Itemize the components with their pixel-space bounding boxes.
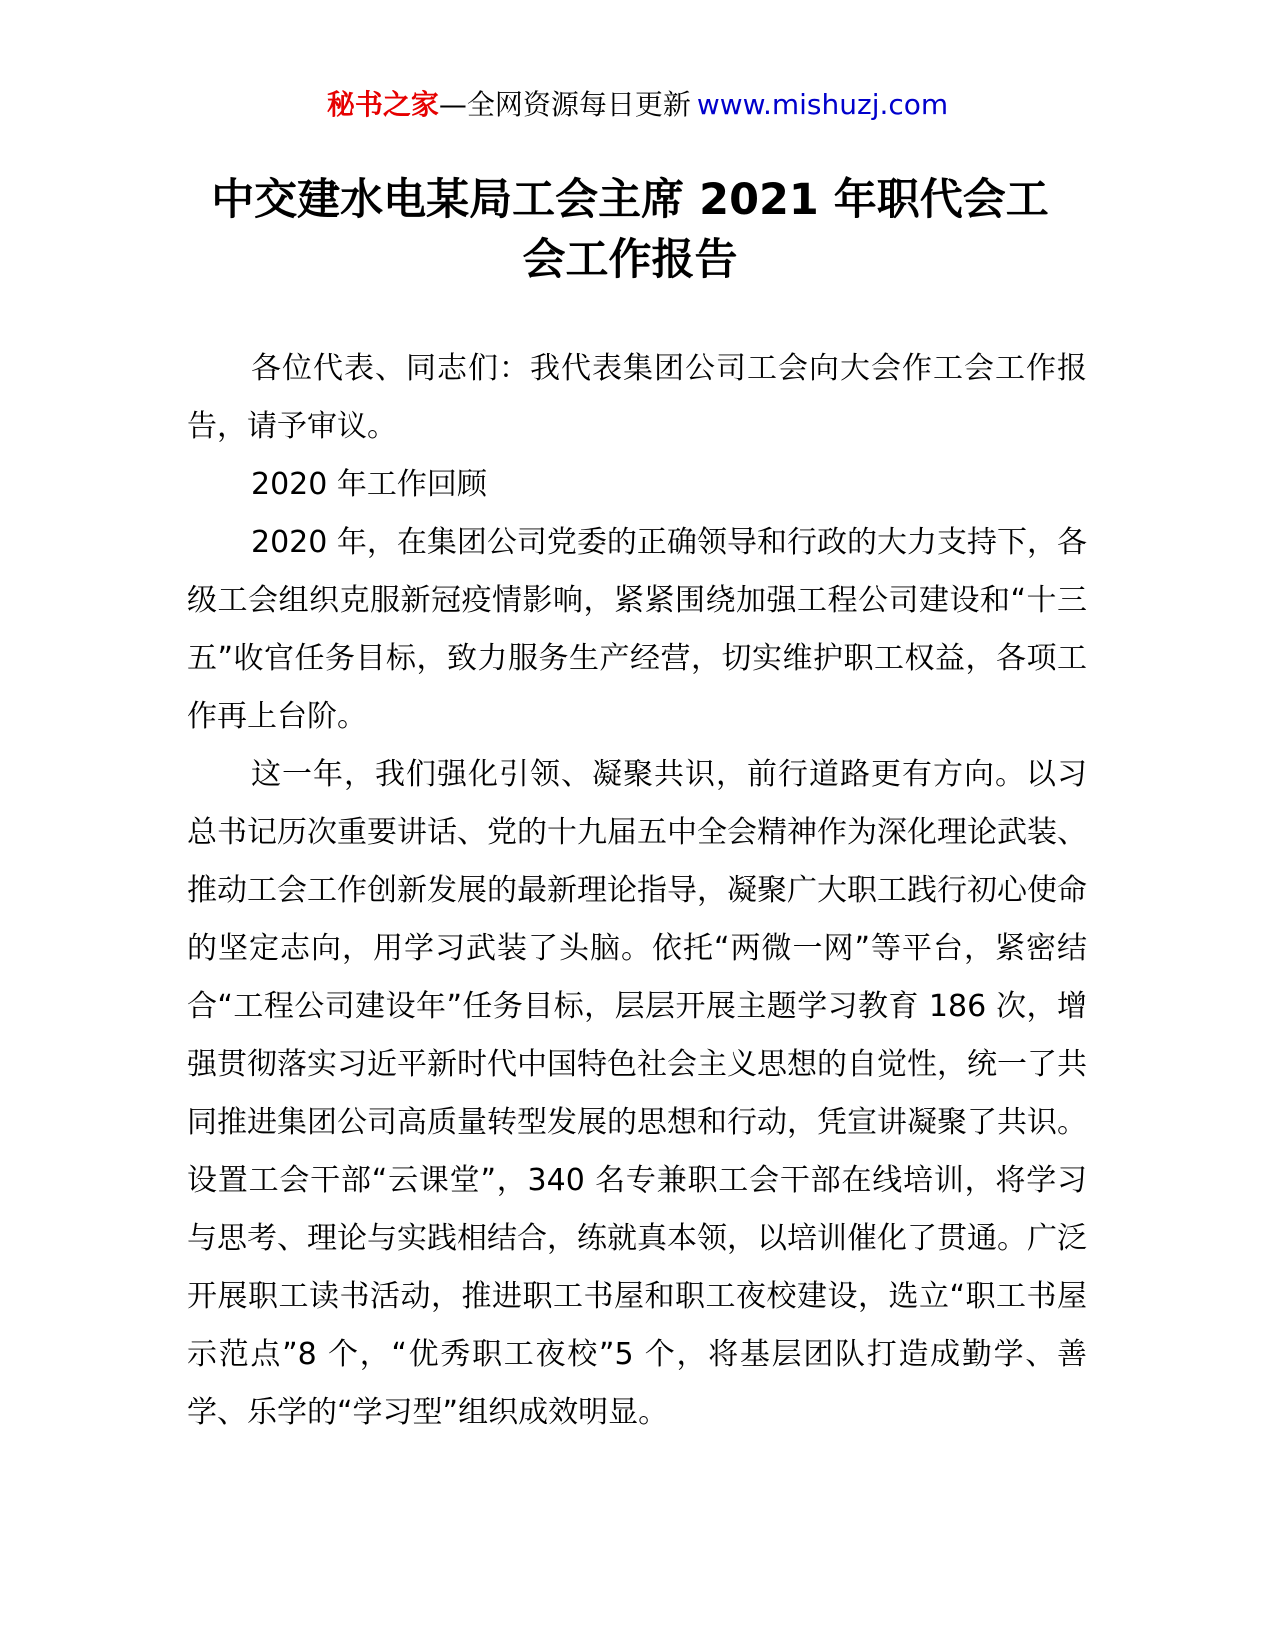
paragraph-overview: 2020 年，在集团公司党委的正确领导和行政的大力支持下，各级工会组织克服新冠疫情影响，紧紧围绕加强工程公司建设和“十三五”收官任务目标，致力服务生产经营，切实维护职工权益，各项工作再上台阶。 [187, 525, 1087, 734]
section-heading: 2020 年工作回顾 [251, 467, 487, 502]
document-title-line-2: 会工作报告 [522, 235, 738, 285]
paragraph-greeting: 各位代表、同志们：我代表集团公司工会向大会作工会工作报告，请予审议。 [187, 351, 1087, 444]
document-title [180, 170, 1080, 290]
document-title-line-1: 中交建水电某局工会主席 2021 年职代会工 [211, 175, 1049, 225]
site-url-link[interactable]: www.mishuzj.com [696, 88, 949, 121]
site-header [0, 86, 1275, 124]
header-tagline: —全网资源每日更新 [438, 88, 691, 121]
brand-name: 秘书之家 [326, 88, 439, 121]
document-body [187, 340, 1087, 1442]
paragraph-guidance: 这一年，我们强化引领、凝聚共识，前行道路更有方向。以习总书记历次重要讲话、党的十九届五中全会精神作为深化理论武装、推动工会工作创新发展的最新理论指导，凝聚广大职工践行初心使命的坚定志向，用学习武装了头脑。依托“两微一网”等平台，紧密结合“工程公司建设年”任务目标，层层开展主题学习教育 186 次，增强贯彻落实习近平新时代中国特色社会主义思想的自觉性，统一了共同推进集团公司高质量转型发展的思想和行动，凭宣讲凝聚了共识。设置工会干部“云课堂”，340 名专兼职工会干部在线培训，将学习与思考、理论与实践相结合，练就真本领，以培训催化了贯通。广泛开展职工读书活动，推进职工书屋和职工夜校建设，选立“职工书屋示范点”8 个，“优秀职工夜校”5 个，将基层团队打造成勤学、善学、乐学的“学习型”组织成效明显。 [187, 757, 1087, 1430]
